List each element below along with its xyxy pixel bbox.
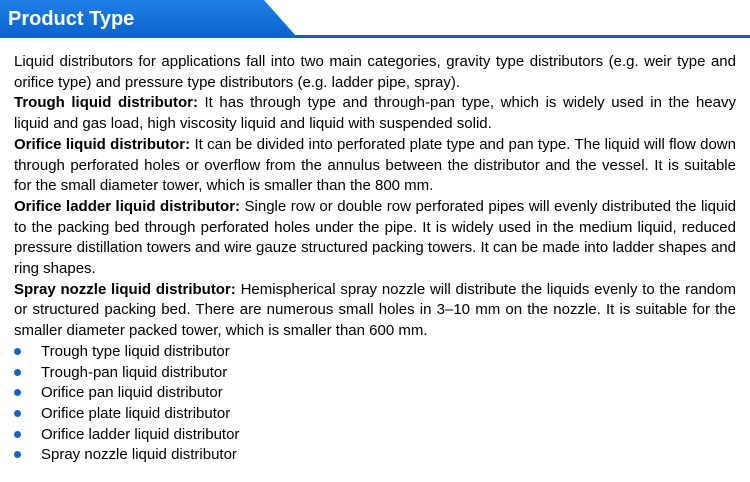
intro-paragraph: Liquid distributors for applications fall into two main categories, gravity type distributors (e.g. weir type and orifice type) and pressure type distributors (e.g. ladder pipe, spray). — [14, 53, 736, 91]
list-item-label: Orifice ladder liquid distributor — [41, 425, 240, 443]
list-item-label: Trough type liquid distributor — [41, 342, 230, 360]
trough-distributor-heading: Trough liquid distributor: — [14, 94, 198, 112]
section-title: Product Type — [8, 8, 135, 30]
distributor-type-list — [14, 342, 736, 466]
list-item — [14, 445, 736, 466]
list-item — [14, 404, 736, 425]
bullet-icon — [14, 431, 21, 438]
orifice-ladder-distributor-text: Single row or double row perforated pipes will evenly distributed the liquid to the packing bed through perforated holes under the pipe. It is widely used in the medium liquid, reduced pressure distillation towers and wire gauze structured packing towers. It can be made into ladder shapes and ring shapes. — [14, 197, 736, 278]
spray-nozzle-distributor-paragraph — [14, 280, 736, 342]
bullet-icon — [14, 348, 21, 355]
trough-distributor-paragraph — [14, 93, 736, 134]
bullet-icon — [14, 369, 21, 376]
orifice-distributor-text: It can be divided into perforated plate type and pan type. The liquid will flow down through perforated holes or overflow from the annulus between the distributor and the vessel. It is suitable for the small diameter tower, which is smaller than the 800 mm. — [14, 135, 736, 195]
list-item — [14, 363, 736, 384]
orifice-distributor-heading: Orifice liquid distributor: — [14, 135, 191, 153]
orifice-ladder-distributor-paragraph — [14, 197, 736, 280]
list-item-label: Orifice pan liquid distributor — [41, 384, 223, 402]
bullet-icon — [14, 451, 21, 458]
orifice-ladder-distributor-heading: Orifice ladder liquid distributor: — [14, 197, 241, 215]
list-item — [14, 342, 736, 363]
list-item-label: Spray nozzle liquid distributor — [41, 446, 237, 464]
list-item-label: Trough-pan liquid distributor — [41, 363, 228, 381]
trough-distributor-text: It has through type and through-pan type, which is widely used in the heavy liquid and gas load, high viscosity liquid and liquid with suspended solid. — [14, 94, 736, 133]
orifice-distributor-paragraph — [14, 135, 736, 197]
list-item-label: Orifice plate liquid distributor — [41, 404, 231, 422]
header-underline — [0, 35, 750, 38]
spray-nozzle-distributor-heading: Spray nozzle liquid distributor: — [14, 280, 236, 298]
list-item — [14, 425, 736, 446]
list-item — [14, 383, 736, 404]
section-header — [0, 0, 750, 40]
bullet-icon — [14, 389, 21, 396]
bullet-icon — [14, 410, 21, 417]
spray-nozzle-distributor-text: Hemispherical spray nozzle will distribute the liquids evenly to the random or structured packing bed. There are numerous small holes in 3–10 mm on the nozzle. It is suitable for the smaller diameter packed tower, which is smaller than 600 mm. — [14, 280, 736, 340]
content-body — [14, 52, 736, 466]
